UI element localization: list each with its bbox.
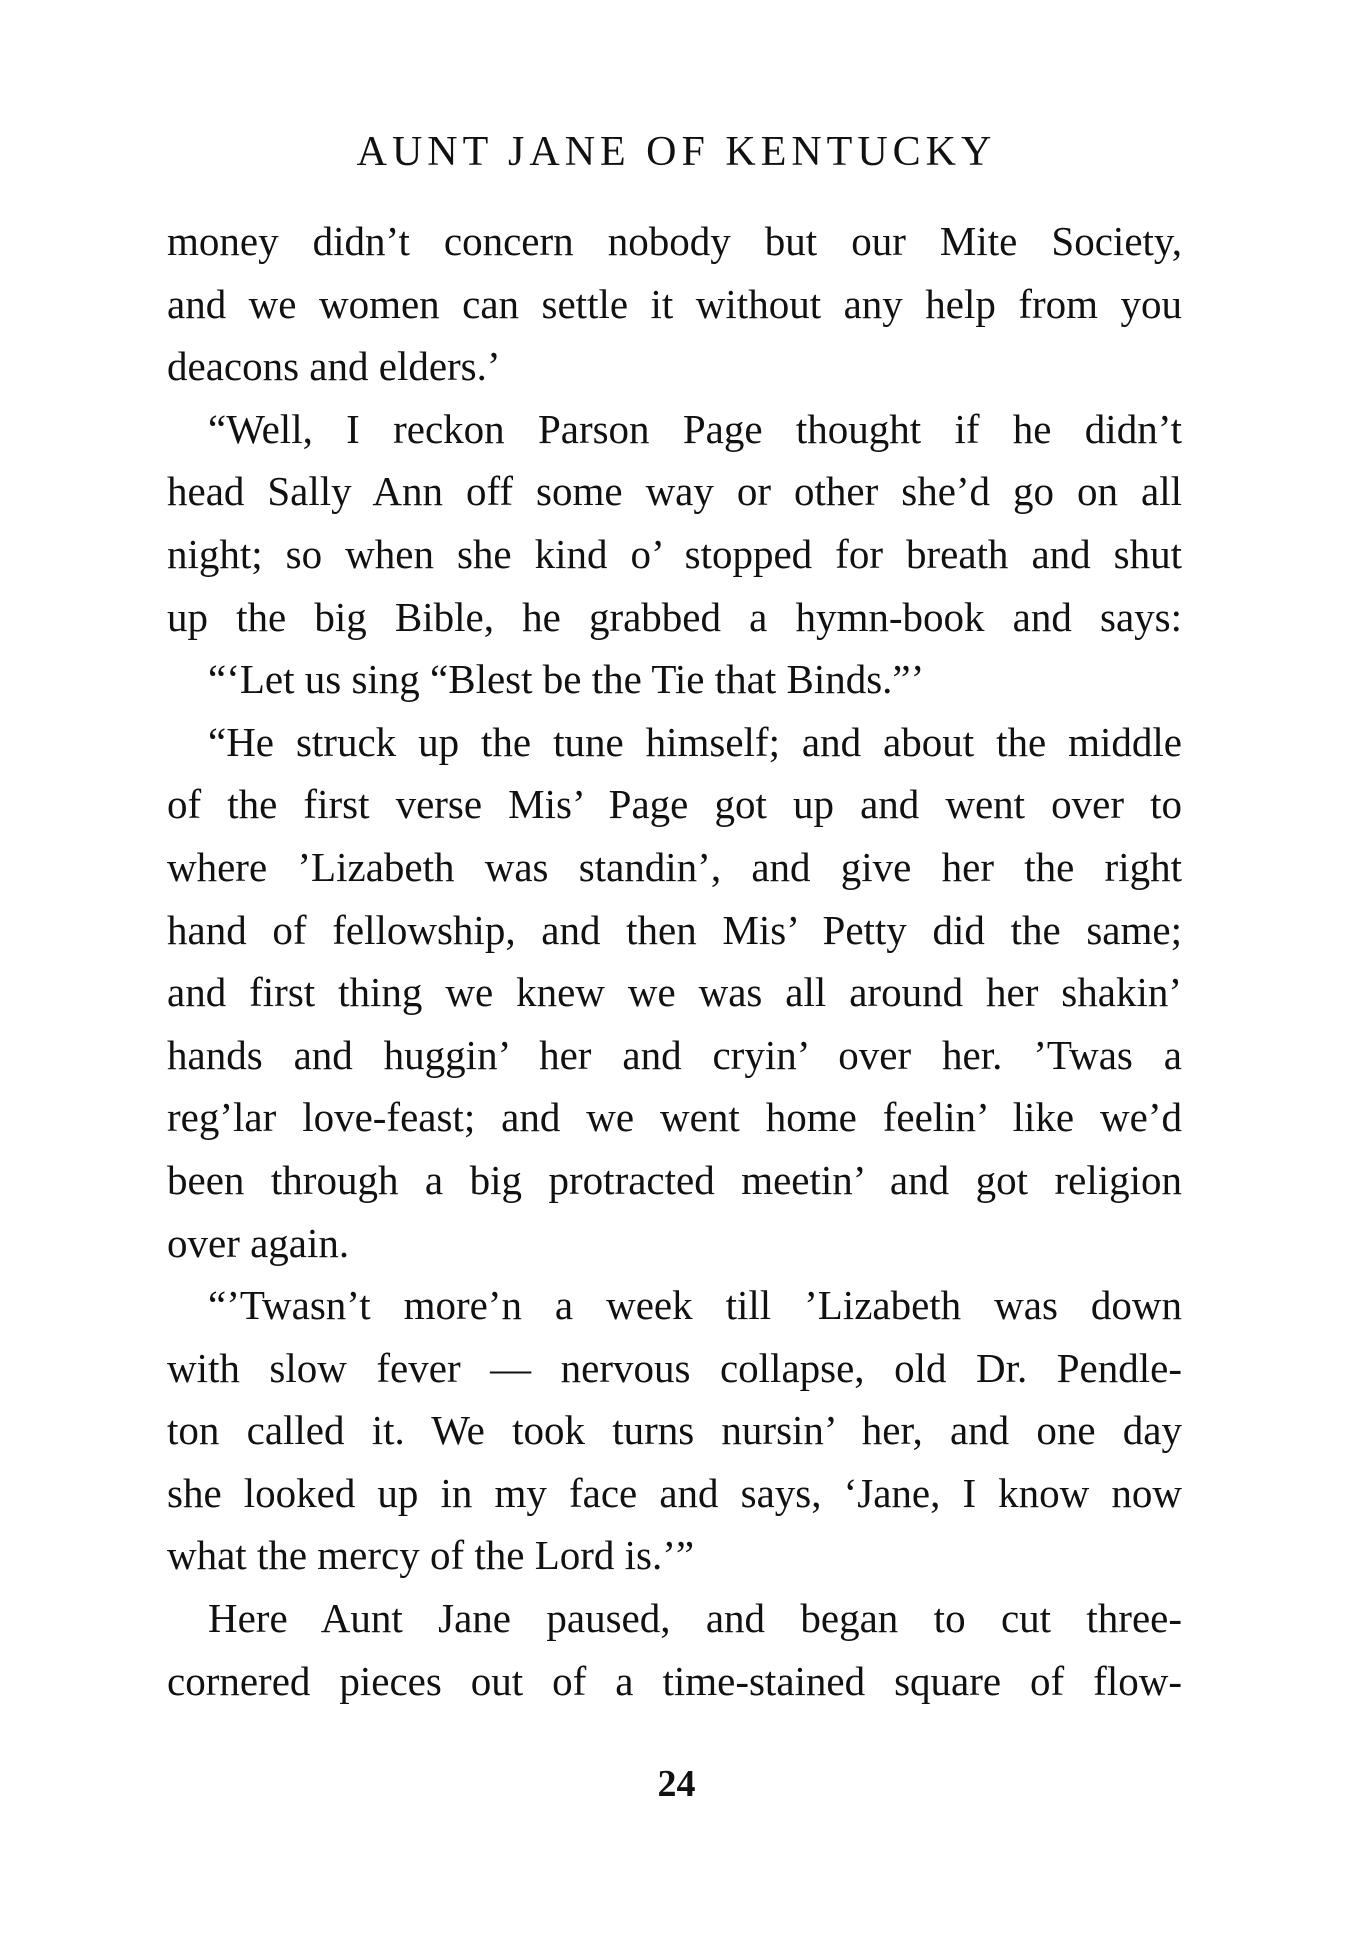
text-line: “’Twasn’t more’n a week till ’Lizabeth was down bbox=[208, 1282, 1182, 1329]
text-line: with slow fever — nervous collapse, old Dr. Pendle- bbox=[167, 1344, 1182, 1391]
text-line: “He struck up the tune himself; and about the middle bbox=[208, 718, 1182, 765]
text-line: and we women can settle it without any help from you bbox=[167, 280, 1182, 327]
text-line: hand of fellowship, and then Mis’ Petty did the same; bbox=[167, 906, 1182, 953]
text-line: she looked up in my face and says, ‘Jane, I know now bbox=[167, 1469, 1182, 1516]
text-line: over again. bbox=[167, 1219, 350, 1266]
text-line: and first thing we knew we was all around her shakin’ bbox=[167, 969, 1182, 1016]
page-number: 24 bbox=[657, 1763, 696, 1805]
text-line: cornered pieces out of a time-stained square of flow- bbox=[167, 1657, 1182, 1704]
text-line: ton called it. We took turns nursin’ her, and one day bbox=[167, 1407, 1182, 1454]
text-line: “Well, I reckon Parson Page thought if he didn’t bbox=[208, 405, 1182, 452]
text-line: head Sally Ann off some way or other she’d go on all bbox=[167, 468, 1182, 515]
text-line: Here Aunt Jane paused, and began to cut three- bbox=[208, 1595, 1182, 1642]
text-line: night; so when she kind o’ stopped for breath and shut bbox=[167, 530, 1182, 577]
text-line: up the big Bible, he grabbed a hymn-book and says: bbox=[167, 593, 1182, 640]
body-text bbox=[167, 210, 1182, 1712]
text-line: been through a big protracted meetin’ and got religion bbox=[167, 1156, 1182, 1203]
text-line: reg’lar love-feast; and we went home feelin’ like we’d bbox=[167, 1094, 1182, 1141]
running-head: AUNT JANE OF KENTUCKY bbox=[356, 129, 997, 175]
text-line: what the mercy of the Lord is.’” bbox=[167, 1532, 695, 1579]
text-line: money didn’t concern nobody but our Mite Society, bbox=[167, 218, 1182, 264]
text-line: deacons and elders.’ bbox=[167, 343, 501, 390]
text-line: “‘Let us sing “Blest be the Tie that Binds.”’ bbox=[208, 656, 925, 703]
text-line: hands and huggin’ her and cryin’ over her. ’Twas a bbox=[167, 1031, 1182, 1078]
text-line: of the first verse Mis’ Page got up and went over to bbox=[167, 781, 1182, 828]
text-line: where ’Lizabeth was standin’, and give her the right bbox=[167, 843, 1182, 890]
